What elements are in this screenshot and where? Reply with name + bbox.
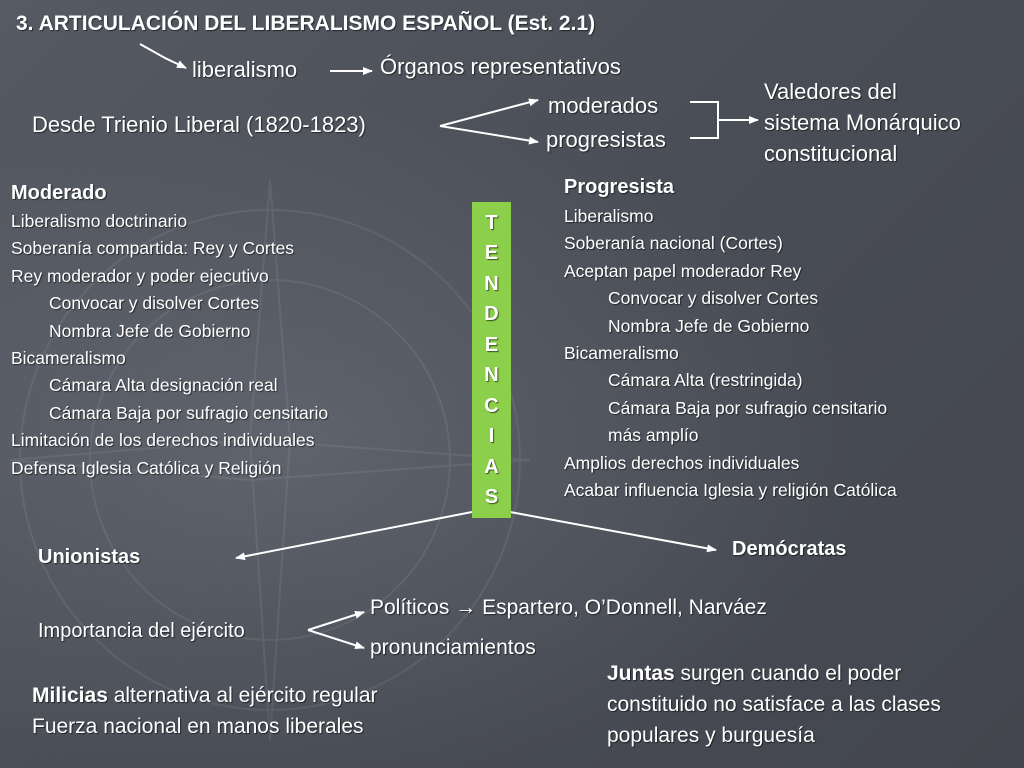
moderado-list	[11, 208, 328, 482]
tendencias-letter: T	[485, 211, 498, 234]
unionistas-label: Unionistas	[38, 546, 141, 568]
juntas-line2: constituido no satisface a las clases	[607, 693, 941, 716]
progresista-list	[564, 203, 897, 504]
list-item: Cámara Alta designación real	[49, 375, 278, 396]
list-item: Cámara Alta (restringida)	[608, 370, 803, 391]
slide-title: 3. ARTICULACIÓN DEL LIBERALISMO ESPAÑOL (Est. 2.1)	[16, 12, 596, 35]
tendencias-letter: E	[484, 333, 499, 356]
liberalismo-label: liberalismo	[192, 57, 298, 82]
arrow-title-liberalismo	[140, 44, 186, 68]
trienio-label: Desde Trienio Liberal (1820-1823)	[32, 112, 366, 137]
list-item: Soberanía compartida: Rey y Cortes	[11, 238, 295, 259]
organos-label: Órganos representativos	[380, 54, 621, 79]
valedores-text	[764, 76, 961, 169]
arrow-tendencias-unionistas	[236, 512, 472, 558]
valedores-line: sistema Monárquico	[764, 110, 961, 135]
list-item: Limitación de los derechos individuales	[11, 430, 315, 451]
progresistas-label: progresistas	[546, 127, 666, 152]
ejercito-label: Importancia del ejército	[38, 620, 245, 642]
juntas-bold: Juntas	[607, 662, 675, 685]
list-item: Convocar y disolver Cortes	[49, 293, 260, 314]
milicias-line2: Fuerza nacional en manos liberales	[32, 715, 364, 738]
juntas-text	[607, 658, 941, 751]
juntas-line3: populares y burguesía	[607, 724, 815, 747]
tendencias-letter: D	[484, 303, 499, 326]
list-item: Bicameralismo	[564, 342, 679, 363]
tendencias-letter: S	[484, 486, 499, 509]
juntas-line1: surgen cuando el poder	[674, 662, 902, 685]
list-item: Cámara Baja por sufragio censitario	[608, 397, 888, 418]
arrow-right-icon: →	[455, 596, 477, 619]
list-item: Liberalismo	[564, 206, 654, 226]
list-item: más amplío	[608, 425, 699, 446]
milicias-line1: alternativa al ejército regular	[107, 684, 378, 707]
arrow-tendencias-democratas	[510, 512, 716, 550]
arrow-ejercito-pronunciamientos	[308, 630, 364, 648]
list-item: Cámara Baja por sufragio censitario	[49, 402, 329, 423]
list-item: Soberanía nacional (Cortes)	[564, 233, 783, 254]
pronunciamientos-label: pronunciamientos	[370, 636, 536, 659]
list-item: Nombra Jefe de Gobierno	[49, 320, 251, 341]
list-item: Nombra Jefe de Gobierno	[608, 315, 810, 336]
arrow-trienio-moderados	[440, 100, 538, 126]
moderados-label: moderados	[548, 93, 659, 118]
tendencias-letter: N	[484, 364, 499, 387]
progresista-heading: Progresista	[564, 176, 675, 198]
valedores-line: Valedores del	[764, 79, 897, 104]
list-item: Defensa Iglesia Católica y Religión	[11, 457, 282, 478]
list-item: Bicameralismo	[11, 347, 126, 368]
bracket-moderados-progresistas	[690, 102, 758, 138]
tendencias-box	[472, 202, 511, 518]
milicias-text	[32, 680, 378, 742]
tendencias-letter: I	[488, 425, 495, 448]
tendencias-letter: E	[484, 242, 499, 265]
list-item: Aceptan papel moderador Rey	[564, 260, 802, 281]
politicos-line	[370, 594, 767, 621]
politicos-prefix: Políticos	[370, 596, 450, 619]
tendencias-letter: N	[484, 272, 499, 295]
list-item: Liberalismo doctrinario	[11, 211, 188, 231]
politicos-names: Espartero, O’Donnell, Narváez	[482, 596, 767, 619]
tendencias-letter: A	[484, 455, 499, 478]
valedores-line: constitucional	[764, 141, 898, 166]
democratas-label: Demócratas	[732, 538, 847, 560]
list-item: Acabar influencia Iglesia y religión Católica	[564, 479, 897, 500]
moderado-heading: Moderado	[11, 182, 107, 204]
list-item: Convocar y disolver Cortes	[608, 288, 819, 309]
arrow-trienio-progresistas	[440, 126, 538, 142]
tendencias-letter: C	[484, 394, 499, 417]
milicias-bold: Milicias	[32, 684, 108, 707]
list-item: Rey moderador y poder ejecutivo	[11, 265, 269, 286]
list-item: Amplios derechos individuales	[564, 452, 800, 473]
